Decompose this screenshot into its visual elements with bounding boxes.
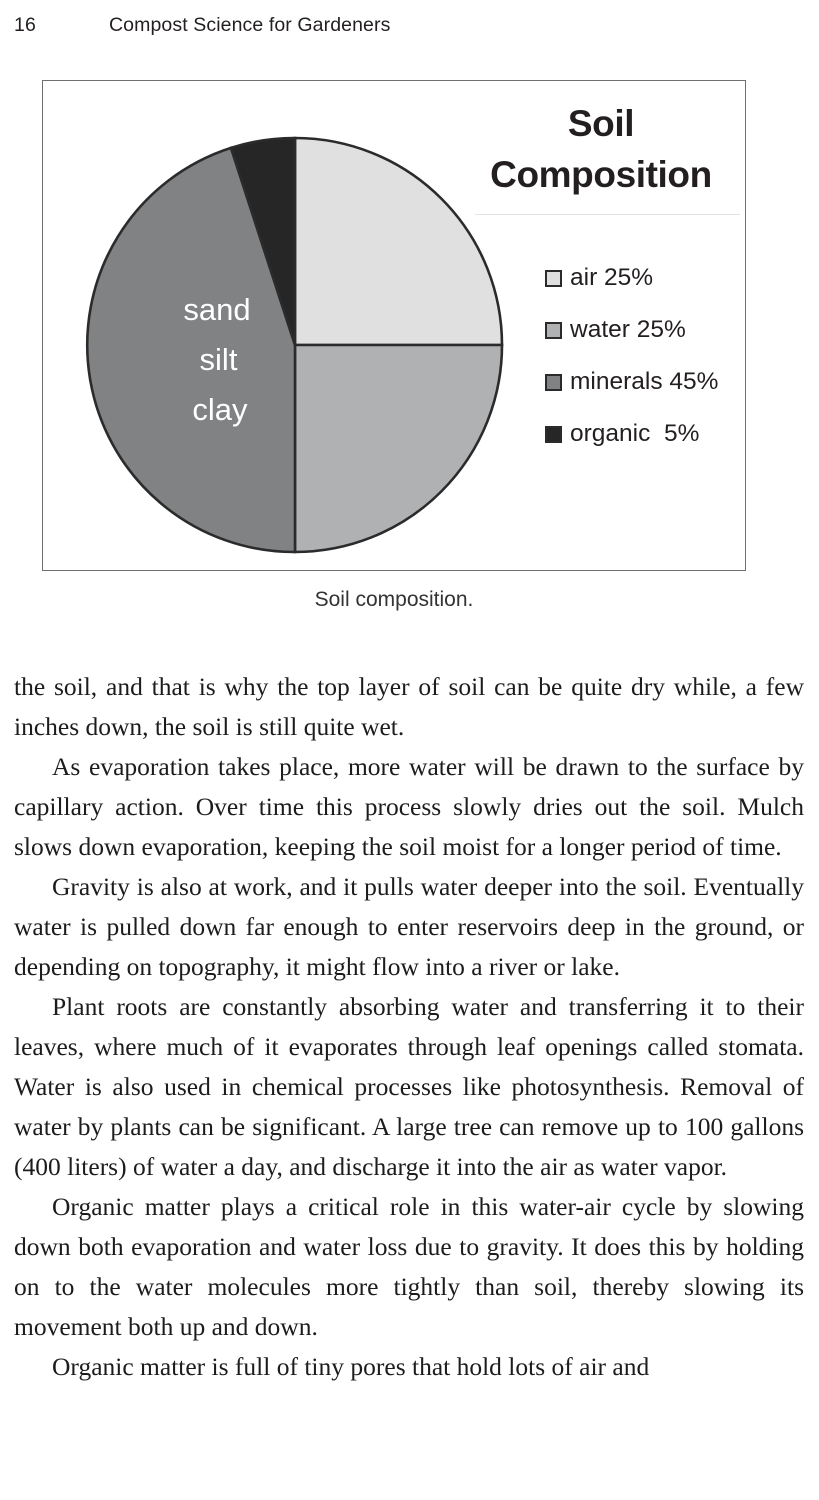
pie-inner-label-silt: silt bbox=[199, 342, 238, 377]
pie-inner-label-clay: clay bbox=[192, 392, 248, 427]
legend-swatch-minerals bbox=[545, 374, 562, 391]
paragraph: As evaporation takes place, more water will be drawn to the surface by capillary action. Over time this process slowly dries out the soil. Mulch slows down evaporation, keeping the soil moist for a longer period of time. bbox=[14, 752, 804, 861]
running-head bbox=[0, 8, 819, 42]
paragraph: Organic matter plays a critical role in this water-air cycle by slowing down both evaporation and water loss due to gravity. It does this by holding on to the water molecules more tightly than soil, thereby slowing its movement both up and down. bbox=[14, 1192, 804, 1341]
figure-soil-composition bbox=[42, 80, 746, 571]
legend-swatch-organic bbox=[545, 426, 562, 443]
legend-item-air bbox=[545, 252, 745, 304]
legend-label-minerals: minerals 45% bbox=[570, 368, 719, 395]
paragraph: Gravity is also at work, and it pulls water deeper into the soil. Eventually water is pulled down far enough to enter reservoirs deep in the ground, or depending on topography, it might flow into a river or lake. bbox=[14, 872, 804, 981]
chart-title-divider bbox=[475, 214, 740, 215]
pie-slice-water bbox=[295, 345, 502, 552]
paragraph: the soil, and that is why the top layer of soil can be quite dry while, a few inches down, the soil is still quite wet. bbox=[14, 672, 804, 741]
figure-caption: Soil composition. bbox=[314, 588, 474, 611]
body-text bbox=[14, 667, 804, 1387]
legend-label-air: air 25% bbox=[570, 264, 654, 291]
chart-legend bbox=[545, 252, 745, 460]
pie-inner-label-sand: sand bbox=[183, 292, 251, 327]
legend-swatch-water bbox=[545, 322, 562, 339]
legend-item-organic bbox=[545, 408, 745, 460]
book-title: Compost Science for Gardeners bbox=[109, 14, 391, 36]
legend-item-minerals bbox=[545, 356, 745, 408]
legend-label-water: water 25% bbox=[570, 316, 686, 343]
paragraph: Organic matter is full of tiny pores that hold lots of air and bbox=[52, 1352, 650, 1381]
legend-item-water bbox=[545, 304, 745, 356]
pie-chart bbox=[42, 80, 746, 571]
legend-label-organic: organic 5% bbox=[570, 420, 700, 447]
pie-inner-labels bbox=[143, 285, 291, 435]
legend-swatch-air bbox=[545, 270, 562, 287]
paragraph: Plant roots are constantly absorbing water and transferring it to their leaves, where much of it evaporates through leaf openings called stomata. Water is also used in chemical processes like photosynthesis. Removal of water by plants can be significant. A large tree can remove up to 100 gallons (400 liters) of water a day, and discharge it into the air as water vapor. bbox=[14, 992, 804, 1181]
chart-title: Soil Composition bbox=[490, 103, 712, 195]
page-number: 16 bbox=[14, 14, 36, 36]
